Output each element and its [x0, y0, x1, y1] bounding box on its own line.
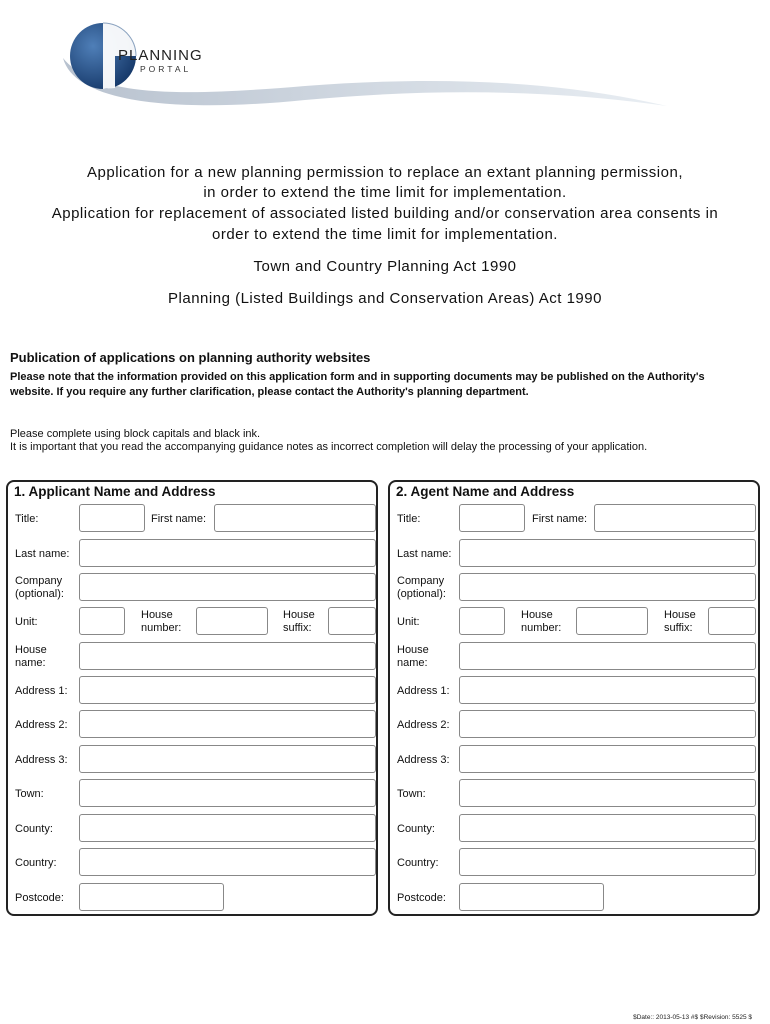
house-name-label: House name:: [15, 644, 47, 669]
title-label: Title:: [15, 513, 39, 525]
house-number-label: House number:: [521, 609, 562, 634]
company-label: Company (optional):: [15, 575, 64, 600]
form-title-line-3: Application for replacement of associated listed building and/or conservation area consents in: [51, 205, 719, 222]
house-suffix-label: House suffix:: [283, 609, 315, 634]
town-label: Town:: [397, 788, 426, 800]
logo-subtitle: PORTAL: [140, 64, 192, 74]
publication-heading: Publication of applications on planning authority websites: [10, 350, 371, 365]
act-reference-2: Planning (Listed Buildings and Conservation Areas) Act 1990: [168, 290, 602, 307]
address2-label: Address 2:: [397, 719, 450, 731]
house-suffix-label: House suffix:: [664, 609, 696, 634]
applicant-title-field[interactable]: [79, 504, 145, 532]
agent-house-number-field[interactable]: [576, 607, 648, 635]
agent-address2-field[interactable]: [459, 710, 756, 738]
publication-notice: Please note that the information provided on this application form and in supporting documents may be published on the Authority's website. If you require any further clarification, please contact the Authority's planning department.: [10, 371, 705, 398]
applicant-postcode-field[interactable]: [79, 883, 224, 911]
last-name-label: Last name:: [15, 548, 70, 560]
agent-town-field[interactable]: [459, 779, 756, 807]
applicant-address2-field[interactable]: [79, 710, 376, 738]
country-label: Country:: [397, 857, 439, 869]
revision-footer: $Date:: 2013-05-13 #$ $Revision: 5525 $: [633, 1014, 752, 1021]
last-name-label: Last name:: [397, 548, 452, 560]
agent-company-field[interactable]: [459, 573, 756, 601]
applicant-section: [6, 480, 378, 916]
act-reference-1: Town and Country Planning Act 1990: [253, 258, 517, 275]
agent-address3-field[interactable]: [459, 745, 756, 773]
company-label: Company (optional):: [397, 575, 446, 600]
unit-label: Unit:: [15, 616, 38, 628]
instructions-line-1: Please complete using block capitals and black ink.: [10, 428, 261, 440]
form-title-line-2: in order to extend the time limit for implementation.: [203, 184, 567, 201]
applicant-company-field[interactable]: [79, 573, 376, 601]
agent-title-field[interactable]: [459, 504, 525, 532]
agent-first-name-field[interactable]: [594, 504, 756, 532]
agent-section-title: 2. Agent Name and Address: [396, 484, 575, 499]
address2-label: Address 2:: [15, 719, 68, 731]
agent-house-suffix-field[interactable]: [708, 607, 756, 635]
agent-house-name-field[interactable]: [459, 642, 756, 670]
agent-last-name-field[interactable]: [459, 539, 756, 567]
applicant-address1-field[interactable]: [79, 676, 376, 704]
agent-county-field[interactable]: [459, 814, 756, 842]
applicant-last-name-field[interactable]: [79, 539, 376, 567]
form-title-line-1: Application for a new planning permission to replace an extant planning permission,: [87, 164, 683, 181]
instructions-line-2: It is important that you read the accompanying guidance notes as incorrect completion will delay the processing of your application.: [10, 441, 648, 453]
form-title-line-4: order to extend the time limit for implementation.: [212, 226, 558, 243]
agent-section: [388, 480, 760, 916]
agent-country-field[interactable]: [459, 848, 756, 876]
town-label: Town:: [15, 788, 44, 800]
county-label: County:: [15, 823, 53, 835]
applicant-house-name-field[interactable]: [79, 642, 376, 670]
applicant-country-field[interactable]: [79, 848, 376, 876]
house-number-label: House number:: [141, 609, 182, 634]
address1-label: Address 1:: [397, 685, 450, 697]
applicant-first-name-field[interactable]: [214, 504, 376, 532]
address3-label: Address 3:: [15, 754, 68, 766]
address1-label: Address 1:: [15, 685, 68, 697]
postcode-label: Postcode:: [15, 892, 64, 904]
applicant-house-number-field[interactable]: [196, 607, 268, 635]
applicant-town-field[interactable]: [79, 779, 376, 807]
applicant-unit-field[interactable]: [79, 607, 125, 635]
postcode-label: Postcode:: [397, 892, 446, 904]
house-name-label: House name:: [397, 644, 429, 669]
applicant-address3-field[interactable]: [79, 745, 376, 773]
address3-label: Address 3:: [397, 754, 450, 766]
unit-label: Unit:: [397, 616, 420, 628]
title-label: Title:: [397, 513, 421, 525]
applicant-county-field[interactable]: [79, 814, 376, 842]
applicant-house-suffix-field[interactable]: [328, 607, 376, 635]
agent-unit-field[interactable]: [459, 607, 505, 635]
logo-title: PLANNING: [118, 47, 203, 64]
county-label: County:: [397, 823, 435, 835]
agent-postcode-field[interactable]: [459, 883, 604, 911]
first-name-label: First name:: [532, 513, 588, 525]
agent-address1-field[interactable]: [459, 676, 756, 704]
first-name-label: First name:: [151, 513, 207, 525]
country-label: Country:: [15, 857, 57, 869]
applicant-section-title: 1. Applicant Name and Address: [14, 484, 216, 499]
